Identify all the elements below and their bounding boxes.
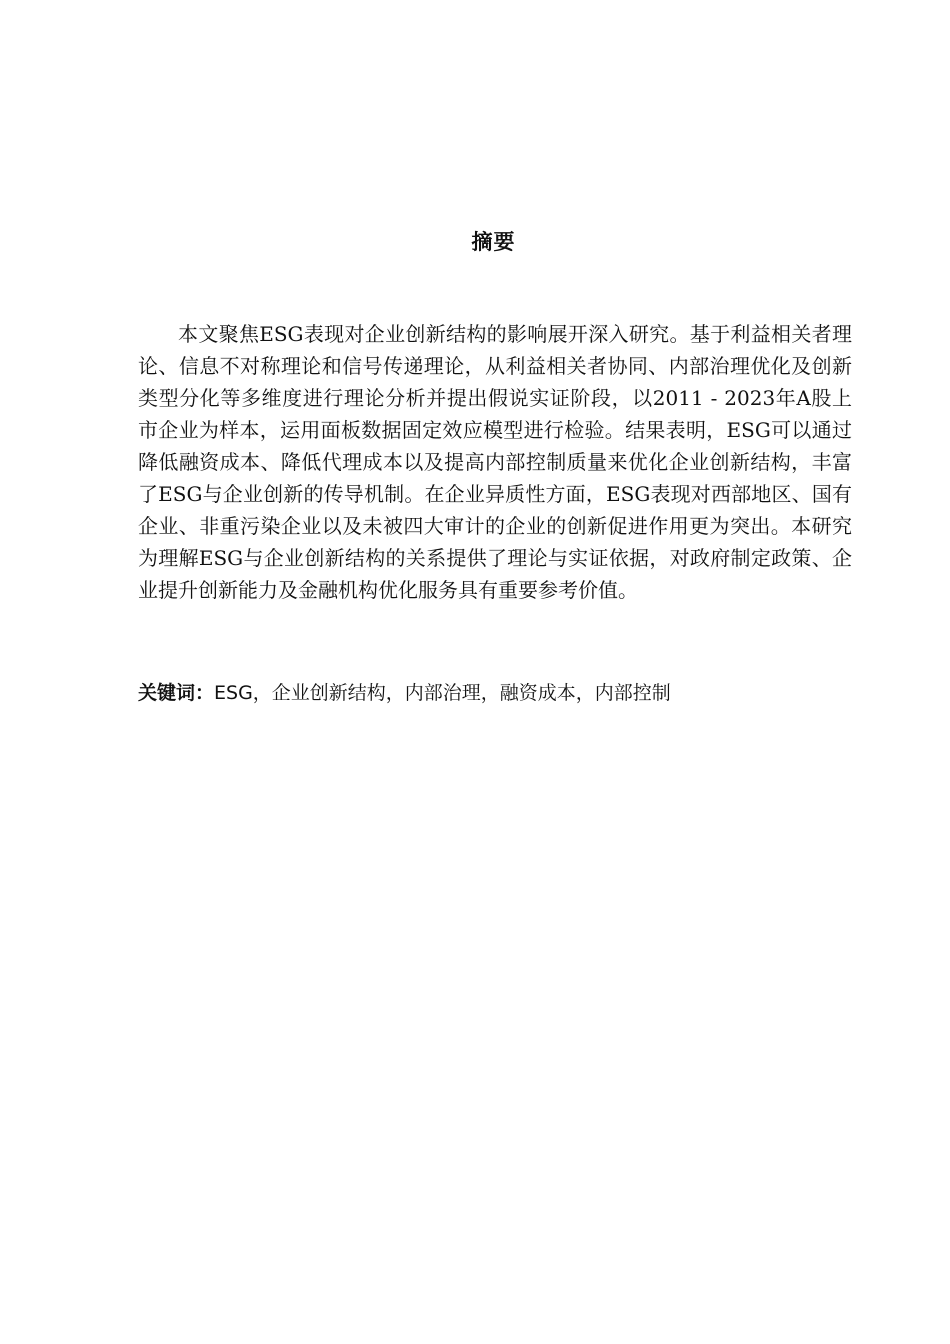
keywords-label: 关键词： <box>138 682 215 704</box>
abstract-body: 本文聚焦ESG表现对企业创新结构的影响展开深入研究。基于利益相关者理论、信息不对称理论和信号传递理论，从利益相关者协同、内部治理优化及创新类型分化等多维度进行理论分析并提出假说实证阶段，以2011 - 2023年A股上市企业为样本，运用面板数据固定效应模型进行检验。结果表明，ESG可以通过降低融资成本、降低代理成本以及提高内部控制质量来优化企业创新结构，丰富了ESG与企业创新的传导机制。在企业异质性方面，ESG表现对西部地区、国有企业、非重污染企业以及未被四大审计的企业的创新促进作用更为突出。本研究为理解ESG与企业创新结构的关系提供了理论与实证依据，对政府制定政策、企业提升创新能力及金融机构优化服务具有重要参考价值。 <box>138 322 852 602</box>
keywords-line <box>138 678 852 708</box>
abstract-title: 摘要 <box>471 230 516 254</box>
keywords-list: ESG，企业创新结构，内部治理，融资成本，内部控制 <box>214 682 671 704</box>
